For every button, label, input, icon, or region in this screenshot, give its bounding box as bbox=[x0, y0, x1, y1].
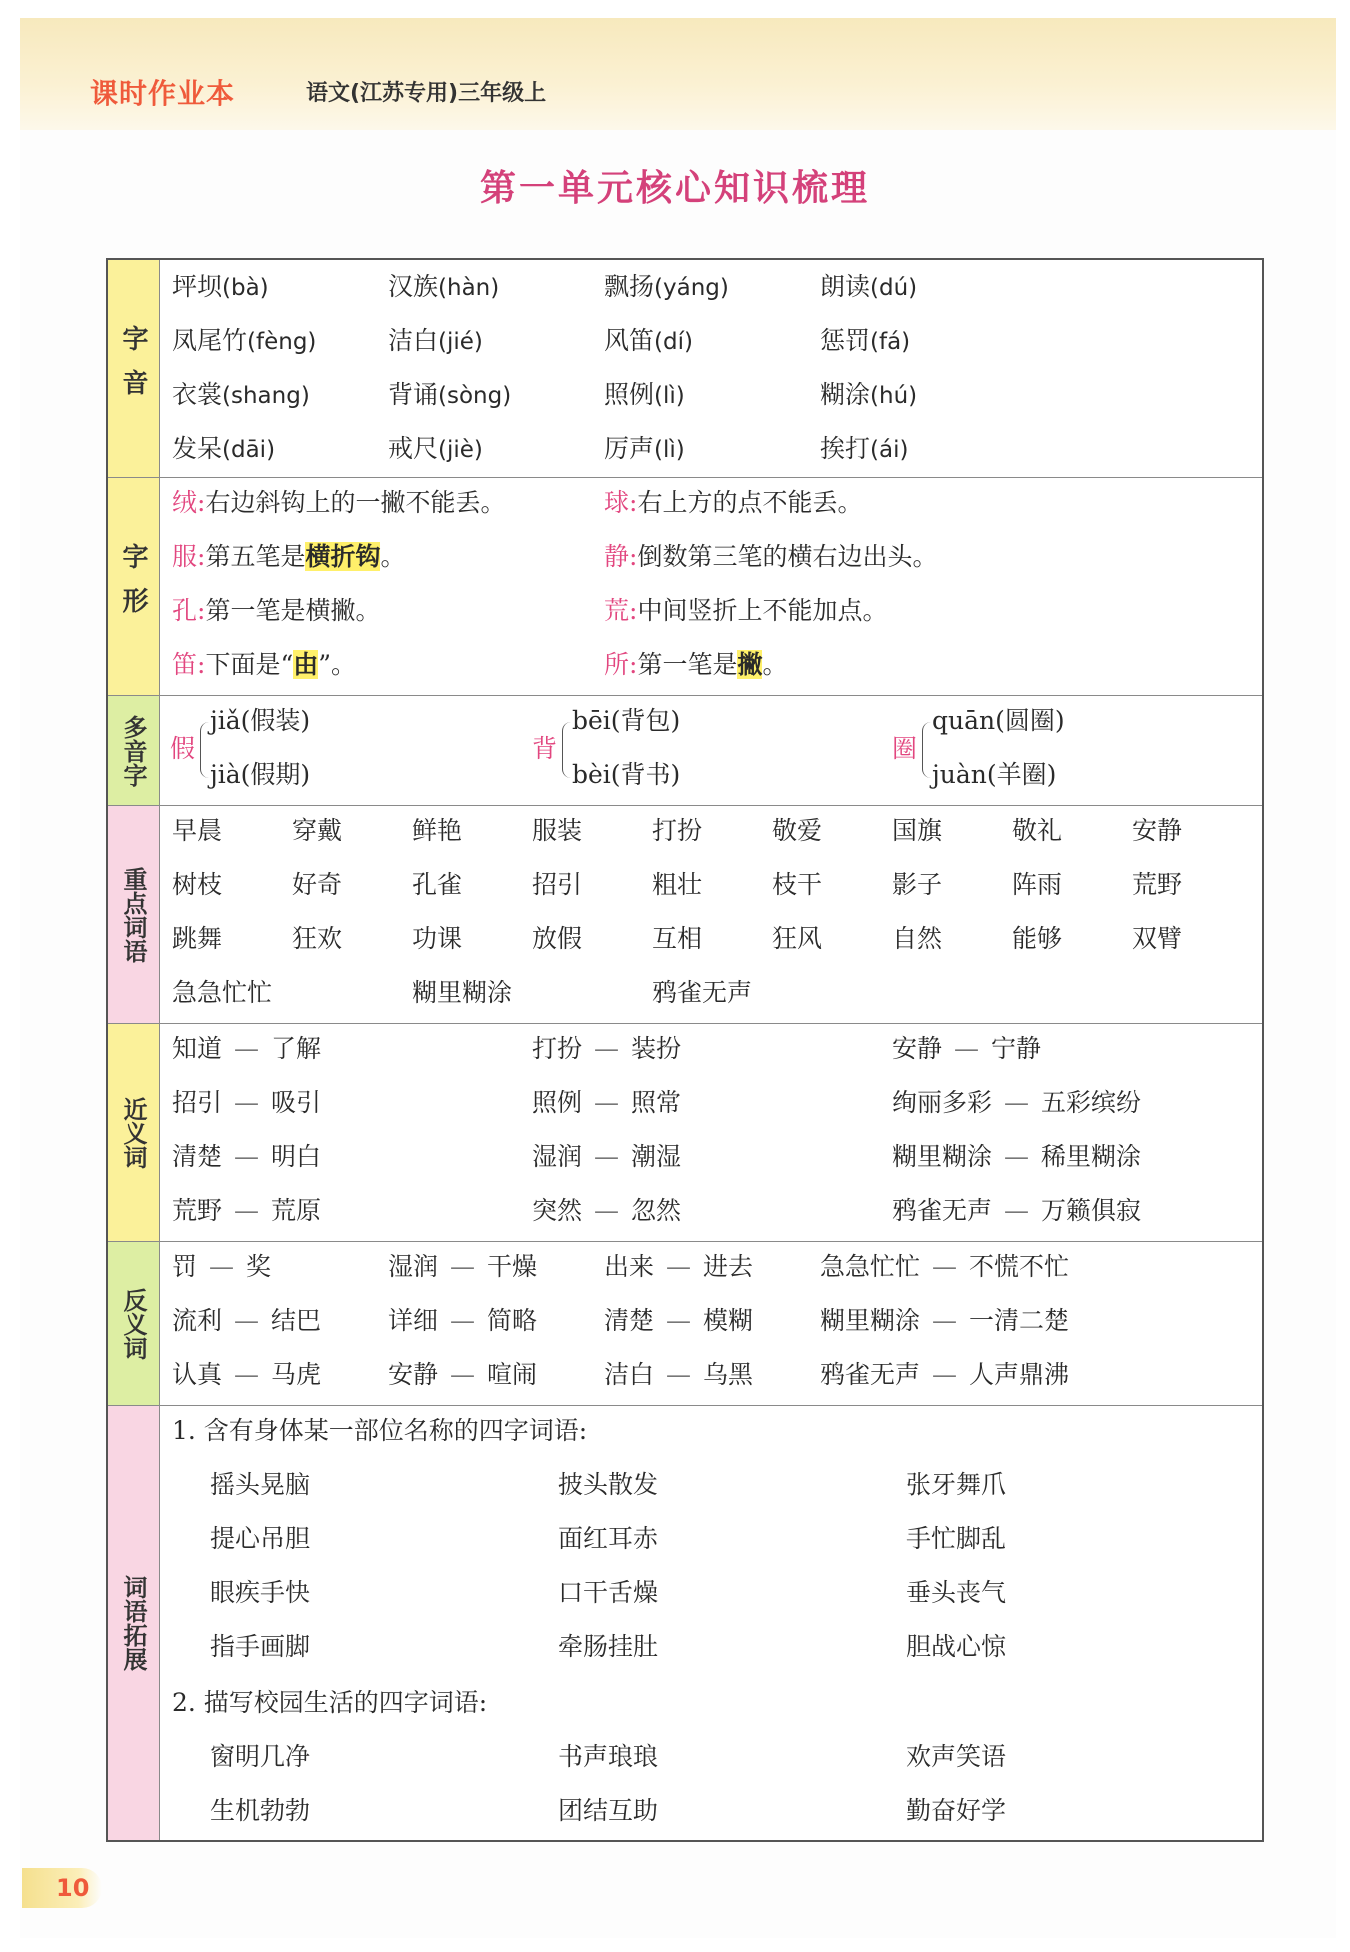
dash: — bbox=[234, 1088, 260, 1117]
vocab-word: 双臂 bbox=[1132, 924, 1183, 953]
word: 万籁俱寂 bbox=[1041, 1196, 1142, 1225]
word: 五彩缤纷 bbox=[1041, 1088, 1142, 1117]
glyph-note bbox=[172, 486, 505, 520]
reading: jià(假期) bbox=[210, 760, 311, 789]
polyphone-char: 圈 bbox=[892, 734, 918, 763]
page-title: 第一单元核心知识梳理 bbox=[479, 168, 870, 209]
note-text: 右上方的点不能丢。 bbox=[637, 488, 863, 517]
idiom: 团结互助 bbox=[558, 1796, 659, 1825]
idiom: 勤奋好学 bbox=[906, 1796, 1007, 1825]
word: 糊里糊涂 bbox=[820, 1306, 921, 1335]
idiom: 眼疾手快 bbox=[210, 1578, 311, 1607]
word-pair bbox=[892, 1086, 1141, 1120]
section-fan-yi bbox=[108, 1242, 1262, 1406]
pinyin: (jiè) bbox=[438, 437, 483, 463]
note-text: 倒数第三笔的横右边出头。 bbox=[637, 542, 938, 571]
word: 坪坝 bbox=[172, 272, 223, 301]
pinyin-entry bbox=[388, 378, 511, 413]
pinyin: (ái) bbox=[870, 437, 909, 463]
page-number: 10 bbox=[22, 1868, 102, 1908]
book-subject: 语文(江苏专用)三年级上 bbox=[306, 81, 547, 106]
word: 洁白 bbox=[388, 326, 439, 355]
idiom: 面红耳赤 bbox=[558, 1524, 659, 1553]
word: 宁静 bbox=[991, 1034, 1042, 1063]
section-label: 反义词 bbox=[108, 1242, 160, 1405]
word: 戒尺 bbox=[388, 434, 439, 463]
vocab-word: 狂欢 bbox=[292, 924, 343, 953]
word-pair bbox=[532, 1032, 681, 1066]
word-pair bbox=[172, 1032, 321, 1066]
section-content bbox=[160, 696, 1262, 805]
word: 鸦雀无声 bbox=[892, 1196, 993, 1225]
separator: : bbox=[197, 596, 206, 625]
vocab-word: 枝干 bbox=[772, 870, 823, 899]
word: 打扮 bbox=[532, 1034, 583, 1063]
dash: — bbox=[234, 1034, 260, 1063]
glyph-note bbox=[604, 648, 788, 682]
pinyin: (lì) bbox=[654, 437, 685, 463]
word-pair bbox=[820, 1358, 1069, 1392]
separator: : bbox=[629, 488, 638, 517]
brace-icon bbox=[922, 722, 931, 778]
pinyin-entry bbox=[604, 432, 685, 467]
idiom: 口干舌燥 bbox=[558, 1578, 659, 1607]
pinyin-entry bbox=[388, 432, 483, 467]
word-pair bbox=[388, 1358, 537, 1392]
word-pair bbox=[892, 1032, 1041, 1066]
pinyin: (dú) bbox=[870, 275, 918, 301]
word: 清楚 bbox=[172, 1142, 223, 1171]
highlight-text: 横折钩 bbox=[305, 542, 381, 571]
word: 绚丽多彩 bbox=[892, 1088, 993, 1117]
note-text: 下面是“ bbox=[205, 650, 294, 679]
pinyin-entry bbox=[820, 432, 908, 467]
highlight-text: 由 bbox=[293, 650, 319, 679]
section-duo-yin bbox=[108, 696, 1262, 806]
section-content bbox=[160, 1242, 1262, 1405]
dash: — bbox=[1004, 1088, 1030, 1117]
separator: : bbox=[629, 650, 638, 679]
word: 出来 bbox=[604, 1252, 655, 1281]
glyph-note bbox=[604, 594, 887, 628]
glyph-char: 笛 bbox=[172, 650, 198, 679]
vocab-word: 荒野 bbox=[1132, 870, 1183, 899]
pinyin-entry bbox=[820, 378, 917, 413]
word: 背诵 bbox=[388, 380, 439, 409]
pinyin-entry bbox=[172, 432, 275, 467]
section-content bbox=[160, 478, 1262, 695]
pinyin-entry bbox=[820, 324, 910, 359]
word-pair bbox=[172, 1358, 321, 1392]
dash: — bbox=[594, 1088, 620, 1117]
word: 鸦雀无声 bbox=[820, 1360, 921, 1389]
word: 衣裳 bbox=[172, 380, 223, 409]
word-pair bbox=[388, 1250, 537, 1284]
pinyin-entry bbox=[172, 270, 269, 305]
pinyin: (jié) bbox=[438, 329, 483, 355]
glyph-note bbox=[172, 540, 406, 574]
note-text: 中间竖折上不能加点。 bbox=[637, 596, 888, 625]
dash: — bbox=[234, 1196, 260, 1225]
pinyin-entry bbox=[604, 324, 693, 359]
word-pair bbox=[604, 1358, 753, 1392]
section-jin-yi bbox=[108, 1024, 1262, 1242]
idiom: 窗明几净 bbox=[210, 1742, 311, 1771]
word-pair bbox=[820, 1250, 1069, 1284]
pinyin: (yáng) bbox=[654, 275, 729, 301]
dash: — bbox=[234, 1360, 260, 1389]
vocab-word: 国旗 bbox=[892, 816, 943, 845]
pinyin-entry bbox=[820, 270, 917, 305]
section-content bbox=[160, 260, 1262, 477]
pinyin: (fèng) bbox=[247, 329, 317, 355]
word: 风笛 bbox=[604, 326, 655, 355]
vocab-word: 能够 bbox=[1012, 924, 1063, 953]
word: 奖 bbox=[246, 1252, 272, 1281]
section-zhong-dian bbox=[108, 806, 1262, 1024]
glyph-char: 孔 bbox=[172, 596, 198, 625]
pinyin: (lì) bbox=[654, 383, 685, 409]
dash: — bbox=[594, 1034, 620, 1063]
reading: jiǎ(假装) bbox=[210, 706, 311, 735]
vocab-word: 互相 bbox=[652, 924, 703, 953]
word: 干燥 bbox=[487, 1252, 538, 1281]
knowledge-table bbox=[106, 258, 1264, 1842]
glyph-char: 荒 bbox=[604, 596, 630, 625]
idiom: 张牙舞爪 bbox=[906, 1470, 1007, 1499]
word: 稀里糊涂 bbox=[1041, 1142, 1142, 1171]
word: 厉声 bbox=[604, 434, 655, 463]
word: 喧闹 bbox=[487, 1360, 538, 1389]
word: 一清二楚 bbox=[969, 1306, 1070, 1335]
dash: — bbox=[234, 1306, 260, 1335]
glyph-note bbox=[172, 648, 356, 682]
idiom: 提心吊胆 bbox=[210, 1524, 311, 1553]
separator: : bbox=[629, 542, 638, 571]
word-pair bbox=[532, 1086, 681, 1120]
book-brand: 课时作业本 bbox=[90, 77, 236, 110]
idiom: 手忙脚乱 bbox=[906, 1524, 1007, 1553]
dash: — bbox=[954, 1034, 980, 1063]
vocab-word: 鲜艳 bbox=[412, 816, 463, 845]
dash: — bbox=[1004, 1196, 1030, 1225]
glyph-char: 静 bbox=[604, 542, 630, 571]
brace-icon bbox=[562, 722, 571, 778]
glyph-note bbox=[172, 594, 380, 628]
word: 照常 bbox=[631, 1088, 682, 1117]
vocab-word: 影子 bbox=[892, 870, 943, 899]
vocab-word: 早晨 bbox=[172, 816, 223, 845]
pinyin-entry bbox=[388, 270, 499, 305]
vocab-word: 急急忙忙 bbox=[172, 978, 273, 1007]
section-label: 词语拓展 bbox=[108, 1406, 160, 1840]
dash: — bbox=[932, 1360, 958, 1389]
section-content bbox=[160, 806, 1262, 1023]
word-pair bbox=[604, 1250, 753, 1284]
vocab-word: 跳舞 bbox=[172, 924, 223, 953]
word: 安静 bbox=[892, 1034, 943, 1063]
note-text-end: ”。 bbox=[318, 650, 357, 679]
polyphone-char: 背 bbox=[532, 734, 558, 763]
vocab-word: 阵雨 bbox=[1012, 870, 1063, 899]
word-pair bbox=[892, 1194, 1141, 1228]
word: 惩罚 bbox=[820, 326, 871, 355]
word: 乌黑 bbox=[703, 1360, 754, 1389]
dash: — bbox=[666, 1306, 692, 1335]
word: 汉族 bbox=[388, 272, 439, 301]
word: 糊里糊涂 bbox=[892, 1142, 993, 1171]
dash: — bbox=[209, 1252, 235, 1281]
idiom: 披头散发 bbox=[558, 1470, 659, 1499]
brace-icon bbox=[200, 722, 209, 778]
word: 罚 bbox=[172, 1252, 198, 1281]
dash: — bbox=[932, 1252, 958, 1281]
word-pair bbox=[172, 1250, 271, 1284]
vocab-word: 穿戴 bbox=[292, 816, 343, 845]
pinyin: (sòng) bbox=[438, 383, 512, 409]
glyph-char: 服 bbox=[172, 542, 198, 571]
vocab-word: 打扮 bbox=[652, 816, 703, 845]
section-content bbox=[160, 1406, 1262, 1840]
vocab-word: 好奇 bbox=[292, 870, 343, 899]
word: 明白 bbox=[271, 1142, 322, 1171]
word: 马虎 bbox=[271, 1360, 322, 1389]
pinyin-entry bbox=[604, 378, 685, 413]
word: 挨打 bbox=[820, 434, 871, 463]
section-label: 字音 bbox=[108, 260, 160, 477]
pinyin-entry bbox=[604, 270, 729, 305]
section-tuo-zhan bbox=[108, 1406, 1262, 1840]
section-label: 字形 bbox=[108, 478, 160, 695]
vocab-word: 狂风 bbox=[772, 924, 823, 953]
dash: — bbox=[666, 1360, 692, 1389]
vocab-word: 孔雀 bbox=[412, 870, 463, 899]
note-text: 第一笔是横撇。 bbox=[205, 596, 381, 625]
idiom: 书声琅琅 bbox=[558, 1742, 659, 1771]
pinyin: (dāi) bbox=[222, 437, 276, 463]
reading: quān(圆圈) bbox=[932, 706, 1065, 735]
word-pair bbox=[172, 1304, 321, 1338]
glyph-note bbox=[604, 540, 937, 574]
word: 忽然 bbox=[631, 1196, 682, 1225]
word: 装扮 bbox=[631, 1034, 682, 1063]
dash: — bbox=[234, 1142, 260, 1171]
word: 照例 bbox=[604, 380, 655, 409]
word: 突然 bbox=[532, 1196, 583, 1225]
vocab-word: 服装 bbox=[532, 816, 583, 845]
pinyin-entry bbox=[388, 324, 483, 359]
note-text: 右边斜钩上的一撇不能丢。 bbox=[205, 488, 506, 517]
section-label: 近义词 bbox=[108, 1024, 160, 1241]
word-pair bbox=[388, 1304, 537, 1338]
word-pair bbox=[892, 1140, 1141, 1174]
dash: — bbox=[666, 1252, 692, 1281]
word: 洁白 bbox=[604, 1360, 655, 1389]
dash: — bbox=[594, 1196, 620, 1225]
reading: bēi(背包) bbox=[572, 706, 681, 735]
glyph-note bbox=[604, 486, 862, 520]
word-pair bbox=[532, 1140, 681, 1174]
word: 知道 bbox=[172, 1034, 223, 1063]
dash: — bbox=[450, 1306, 476, 1335]
pinyin-entry bbox=[172, 378, 310, 413]
pinyin-entry bbox=[172, 324, 316, 359]
dash: — bbox=[594, 1142, 620, 1171]
vocab-word: 树枝 bbox=[172, 870, 223, 899]
word: 荒野 bbox=[172, 1196, 223, 1225]
word: 糊涂 bbox=[820, 380, 871, 409]
dash: — bbox=[450, 1360, 476, 1389]
idiom: 胆战心惊 bbox=[906, 1632, 1007, 1661]
highlight-text: 撇 bbox=[737, 650, 763, 679]
glyph-char: 绒 bbox=[172, 488, 198, 517]
word: 凤尾竹 bbox=[172, 326, 248, 355]
section-label: 多音字 bbox=[108, 696, 160, 805]
word: 认真 bbox=[172, 1360, 223, 1389]
pinyin: (dí) bbox=[654, 329, 693, 355]
vocab-word: 自然 bbox=[892, 924, 943, 953]
section-label: 重点词语 bbox=[108, 806, 160, 1023]
separator: : bbox=[629, 596, 638, 625]
idiom: 指手画脚 bbox=[210, 1632, 311, 1661]
section-zi-yin bbox=[108, 260, 1262, 478]
reading: bèi(背书) bbox=[572, 760, 681, 789]
separator: : bbox=[197, 650, 206, 679]
note-text-end: 。 bbox=[380, 542, 406, 571]
separator: : bbox=[197, 542, 206, 571]
word: 湿润 bbox=[388, 1252, 439, 1281]
idiom: 垂头丧气 bbox=[906, 1578, 1007, 1607]
word: 详细 bbox=[388, 1306, 439, 1335]
dash: — bbox=[1004, 1142, 1030, 1171]
word-pair bbox=[532, 1194, 681, 1228]
word: 简略 bbox=[487, 1306, 538, 1335]
pinyin: (fá) bbox=[870, 329, 911, 355]
pinyin: (hàn) bbox=[438, 275, 500, 301]
vocab-word: 鸦雀无声 bbox=[652, 978, 753, 1007]
pinyin: (hú) bbox=[870, 383, 918, 409]
reading: juàn(羊圈) bbox=[932, 760, 1057, 789]
word: 安静 bbox=[388, 1360, 439, 1389]
note-text: 第五笔是 bbox=[205, 542, 306, 571]
section-content bbox=[160, 1024, 1262, 1241]
word: 荒原 bbox=[271, 1196, 322, 1225]
subsection-heading: 1. 含有身体某一部位名称的四字词语: bbox=[172, 1416, 588, 1445]
pinyin: (shang) bbox=[222, 383, 310, 409]
vocab-word: 糊里糊涂 bbox=[412, 978, 513, 1007]
polyphone-char: 假 bbox=[170, 734, 196, 763]
separator: : bbox=[197, 488, 206, 517]
note-text: 第一笔是 bbox=[637, 650, 738, 679]
glyph-char: 所 bbox=[604, 650, 630, 679]
vocab-word: 粗壮 bbox=[652, 870, 703, 899]
word: 急急忙忙 bbox=[820, 1252, 921, 1281]
idiom: 摇头晃脑 bbox=[210, 1470, 311, 1499]
dash: — bbox=[932, 1306, 958, 1335]
word: 流利 bbox=[172, 1306, 223, 1335]
vocab-word: 放假 bbox=[532, 924, 583, 953]
word: 飘扬 bbox=[604, 272, 655, 301]
vocab-word: 安静 bbox=[1132, 816, 1183, 845]
section-zi-xing bbox=[108, 478, 1262, 696]
idiom: 牵肠挂肚 bbox=[558, 1632, 659, 1661]
word: 清楚 bbox=[604, 1306, 655, 1335]
word-pair bbox=[172, 1140, 321, 1174]
idiom: 欢声笑语 bbox=[906, 1742, 1007, 1771]
word: 模糊 bbox=[703, 1306, 754, 1335]
word: 进去 bbox=[703, 1252, 754, 1281]
idiom: 生机勃勃 bbox=[210, 1796, 311, 1825]
word: 吸引 bbox=[271, 1088, 322, 1117]
word: 人声鼎沸 bbox=[969, 1360, 1070, 1389]
word: 了解 bbox=[271, 1034, 322, 1063]
word: 不慌不忙 bbox=[969, 1252, 1070, 1281]
word-pair bbox=[172, 1194, 321, 1228]
word-pair bbox=[172, 1086, 321, 1120]
glyph-char: 球 bbox=[604, 488, 630, 517]
subsection-heading: 2. 描写校园生活的四字词语: bbox=[172, 1688, 488, 1717]
word: 结巴 bbox=[271, 1306, 322, 1335]
word-pair bbox=[604, 1304, 753, 1338]
vocab-word: 功课 bbox=[412, 924, 463, 953]
note-text-end: 。 bbox=[762, 650, 788, 679]
dash: — bbox=[450, 1252, 476, 1281]
word: 潮湿 bbox=[631, 1142, 682, 1171]
vocab-word: 招引 bbox=[532, 870, 583, 899]
word: 朗读 bbox=[820, 272, 871, 301]
word: 发呆 bbox=[172, 434, 223, 463]
word: 照例 bbox=[532, 1088, 583, 1117]
pinyin: (bà) bbox=[222, 275, 269, 301]
word: 湿润 bbox=[532, 1142, 583, 1171]
word-pair bbox=[820, 1304, 1069, 1338]
word: 招引 bbox=[172, 1088, 223, 1117]
vocab-word: 敬礼 bbox=[1012, 816, 1063, 845]
vocab-word: 敬爱 bbox=[772, 816, 823, 845]
